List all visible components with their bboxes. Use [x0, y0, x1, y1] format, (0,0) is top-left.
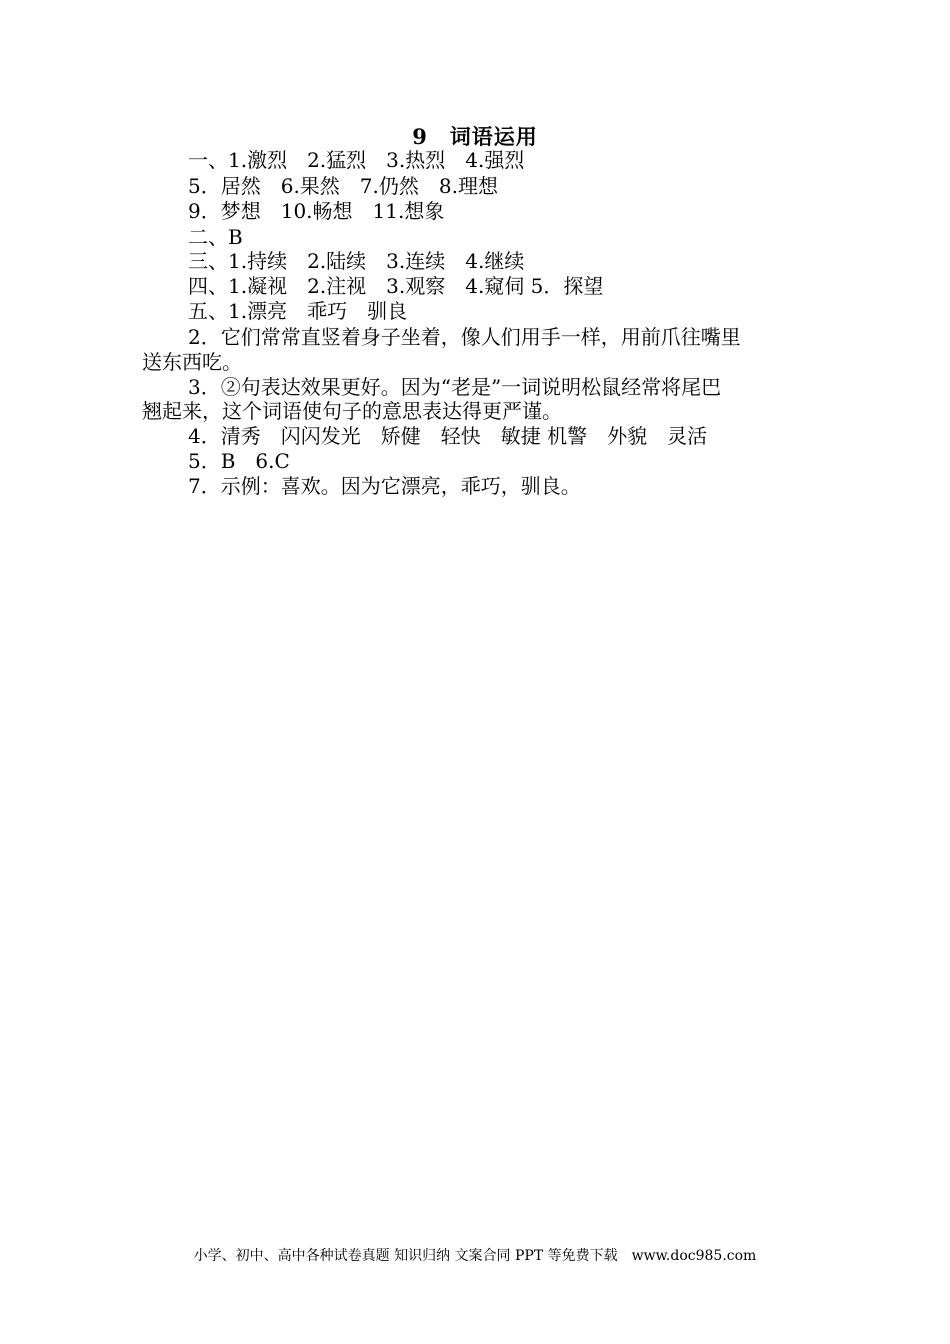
answer-line-10: 3．②句表达效果更好。因为“老是”一词说明松鼠经常将尾巴: [188, 375, 722, 399]
answer-line-4: 二、B: [188, 225, 243, 249]
answer-line-7: 五、1.漂亮 乖巧 驯良: [188, 299, 408, 323]
answer-line-12: 4．清秀 闪闪发光 矫健 轻快 敏捷 机警 外貌 灵活: [188, 424, 708, 448]
answer-line-1: 一、1.激烈 2.猛烈 3.热烈 4.强烈: [188, 148, 525, 172]
answer-line-13: 5．B 6.C: [188, 449, 290, 473]
footer-text: 小学、初中、高中各种试卷真题 知识归纳 文案合同 PPT 等免费下载 www.doc985.com: [193, 1248, 757, 1264]
answer-line-8: 2．它们常常直竖着身子坐着，像人们用手一样，用前爪往嘴里: [188, 325, 741, 349]
answer-line-11: 翘起来，这个词语使句子的意思表达得更严谨。: [142, 399, 562, 423]
answer-line-9: 送东西吃。: [142, 350, 242, 374]
answer-line-3: 9．梦想 10.畅想 11.想象: [188, 199, 445, 223]
answer-line-2: 5．居然 6.果然 7.仍然 8.理想: [188, 174, 498, 198]
answer-line-5: 三、1.持续 2.陆续 3.连续 4.继续: [188, 249, 525, 273]
page-title: 9 词语运用: [412, 124, 538, 149]
answer-line-6: 四、1.凝视 2.注视 3.观察 4.窥伺 5．探望: [188, 274, 604, 298]
answer-line-14: 7．示例：喜欢。因为它漂亮，乖巧，驯良。: [188, 474, 581, 498]
